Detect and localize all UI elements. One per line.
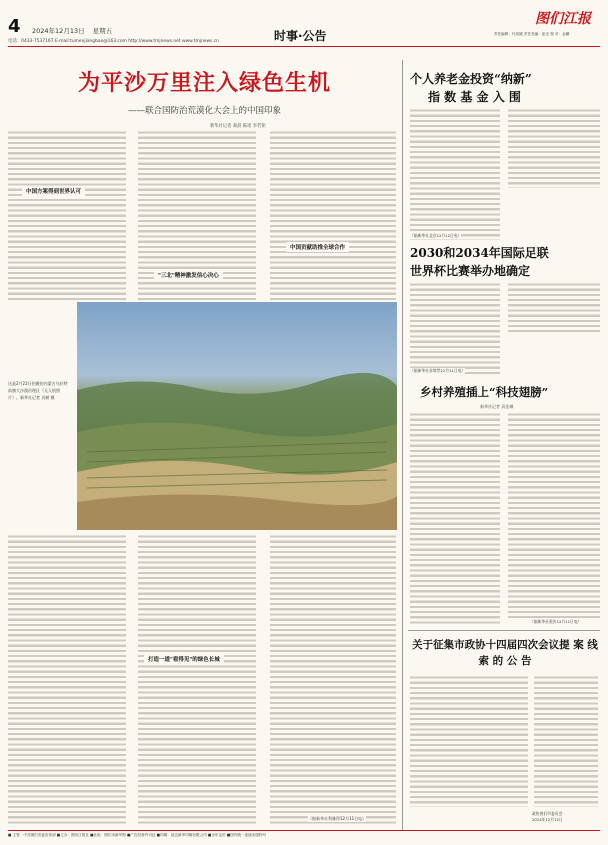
notice-col2	[534, 675, 598, 807]
editor-credits: 责任编辑：代凤媛 责任美编：崔光 校 对：金鹏	[494, 32, 570, 36]
issue-weekday: 星期五	[92, 27, 113, 35]
right-article1-title-1: 个人养老金投资“纳新”	[410, 72, 532, 86]
lead-byline: 新华社记者 葛晨 陈瑶 李若铭	[210, 124, 266, 129]
right-article3-title: 乡村养殖插上“科技翅膀”	[420, 385, 549, 399]
lead-col3-top	[270, 130, 396, 300]
footer-rule	[8, 830, 600, 831]
notice-box	[408, 630, 600, 827]
notice-date: 2024年12月12日	[532, 817, 563, 822]
lead-subtitle: ——联合国防治荒漠化大会上的中国印象	[128, 106, 282, 116]
header-rule	[8, 46, 600, 47]
notice-issuer: 政协图们市委员会	[532, 811, 563, 816]
right-article3-byline: 新华社记者 袁佳琳	[480, 404, 514, 409]
right-article2-body	[410, 282, 600, 374]
section-head-1: 中国方案得到世界认可	[22, 186, 85, 196]
notice-title: 关于征集市政协十四届四次会议提 案 线 索 的 公 告	[412, 639, 598, 667]
lead-col1-bottom	[8, 534, 126, 824]
right-article3-body	[410, 412, 600, 626]
issue-date	[32, 26, 112, 35]
right-article3-col1	[410, 412, 500, 626]
page-header	[0, 0, 608, 50]
footer-text: ■ 主管：中共图们市委宣传部 ■主办：图们江报社 ■社址：图们市新华街 ■广告经营许可证 ■印刷：延边新华印刷有限公司 ■全年定价 ■国内统一连续出版物号	[8, 833, 267, 837]
right-article2-col2	[508, 282, 600, 332]
column-divider	[402, 60, 403, 830]
right-article1-title-2: 指 数 基 金 入 围	[428, 90, 521, 104]
lead-source: （据新华社利雅得12月11日电）	[308, 816, 367, 821]
lead-col3-bottom	[270, 534, 396, 824]
lead-upper-columns	[8, 130, 396, 300]
lead-col2-bottom	[138, 534, 256, 824]
right-article3-col2	[508, 412, 600, 618]
lead-title: 为平沙万里注入绿色生机	[78, 70, 332, 96]
lead-lower-columns	[8, 534, 396, 824]
page-number: 4	[8, 16, 21, 37]
right-article1-body	[410, 108, 600, 240]
photo-caption	[8, 380, 70, 530]
right-article2-title-2: 世界杯比赛举办地确定	[410, 264, 531, 278]
right-article1-col2	[508, 108, 600, 188]
section-title: 时事·公告	[274, 29, 327, 43]
issue-date-text: 2024年12月13日	[32, 27, 85, 35]
right-article3-source: （据新华社重庆12月11日电）	[530, 619, 582, 624]
notice-col1	[410, 675, 528, 807]
paper-logo: 图们江报	[535, 11, 591, 27]
photo-caption-text: 这是2月22日拍摄的内蒙古乌拉特前旗大沙漠治理区（无人机照片）。新华社记者 贝赫 摄	[8, 381, 68, 400]
section-head-4: 打造一道"看得见"的绿色长城	[144, 654, 224, 664]
lead-photo	[77, 302, 397, 530]
section-head-2: "三北"精神激发信心决心	[154, 270, 223, 280]
right-article2-title-1: 2030和2034年国际足联	[410, 246, 549, 260]
contact-line: 电话：0433-7537167 E-mail:tumenjiangbao@163.com http://www.tmjnews.net www.tmjnews.cn	[8, 39, 219, 44]
right-article2-col1	[410, 282, 500, 374]
desert-landscape-illustration	[77, 302, 397, 530]
section-head-3: 中国贡献助推全球合作	[286, 242, 349, 252]
right-article1-source: （据新华社北京12月12日电）	[410, 233, 462, 238]
right-article1-col1	[410, 108, 500, 240]
lead-col1-top	[8, 130, 126, 300]
right-article2-source: （据新华社苏黎世12月11日电）	[410, 368, 466, 373]
